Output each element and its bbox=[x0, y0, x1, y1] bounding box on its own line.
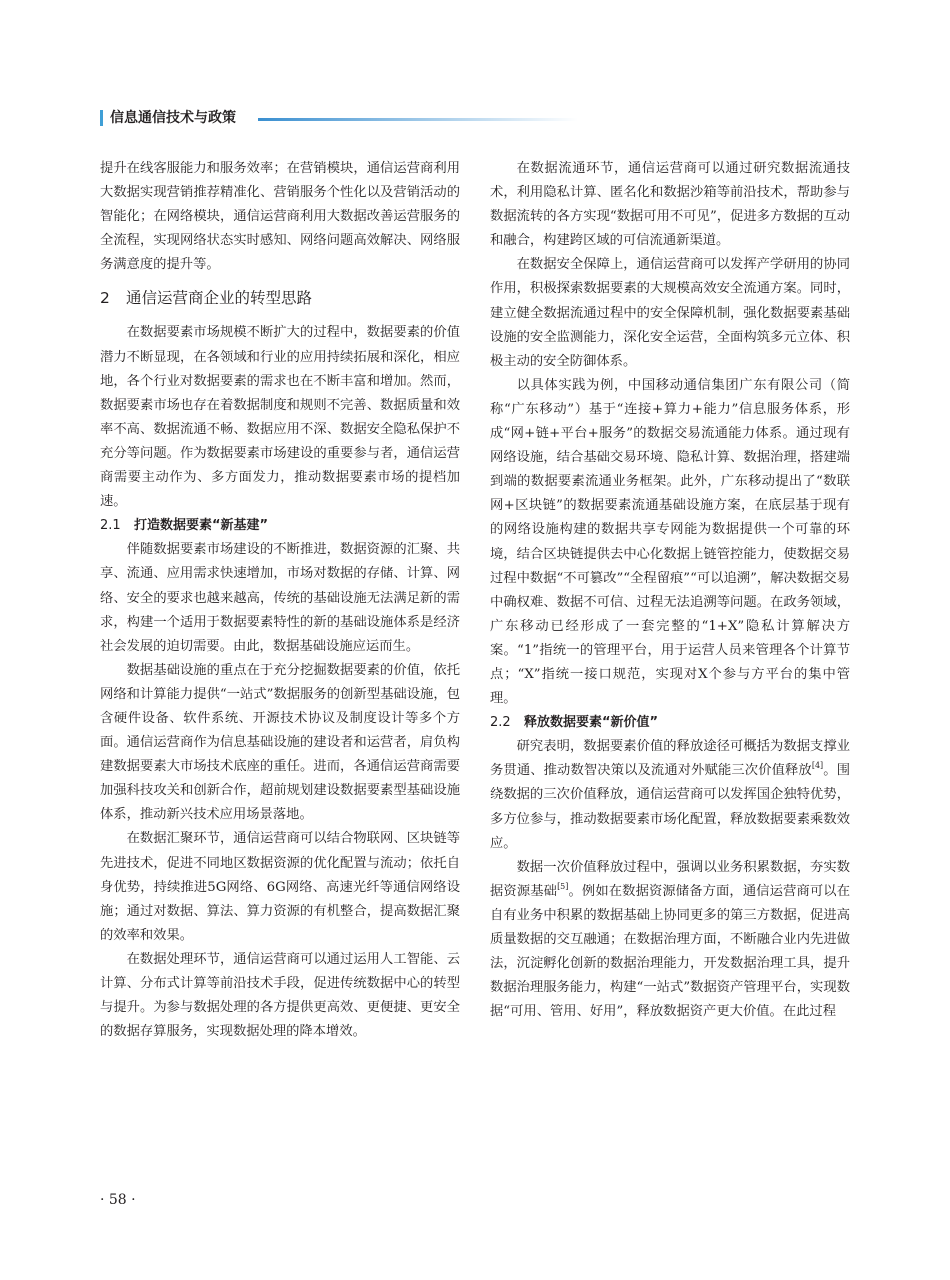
header-accent-bar bbox=[100, 110, 103, 126]
paragraph-section2-1: 在数据要素市场规模不断扩大的过程中，数据要素的价值潜力不断显现，在各领域和行业的应用持续拓展和深化，相应地，各个行业对数据要素的需求也在不断丰富和增加。然而，数据要素市场也存在着数据制度和规则不完善、数据质量和效率不高、数据流通不畅、数据应用不深、数据安全隐私保护不充分等问题。作为数据要素市场建设的重要参与者，通信运营商需要主动作为、多方面发力，推动数据要素市场的提档加速。 bbox=[100, 325, 460, 510]
running-header bbox=[100, 108, 860, 128]
citation-4[interactable]: [4] bbox=[811, 761, 824, 771]
paragraph-data-circulation: 在数据流通环节，通信运营商可以通过研究数据流通技术，利用隐私计算、匿名化和数据沙箱等前沿技术，帮助参与数据流转的各方实现“数据可用不可见”，促进多方数据的互动和融合，构建跨区域的可信流通新渠道。 bbox=[490, 161, 850, 249]
section-2-heading bbox=[100, 285, 460, 311]
paragraph-data-security: 在数据安全保障上，通信运营商可以发挥产学研用的协同作用，积极探索数据要素的大规模高效安全流通方案。同时，建立健全数据流通过程中的安全保障机制，强化数据要素基础设施的安全监测能力，深化安全运营，全面构筑多元立体、积极主动的安全防御体系。 bbox=[490, 257, 850, 369]
paragraph-2-1-b: 数据基础设施的重点在于充分挖掘数据要素的价值，依托网络和计算能力提供“一站式”数据服务的创新型基础设施，包含硬件设备、软件系统、开源技术协议及制度设计等多个方面。通信运营商作为信息基础设施的建设者和运营者，肩负构建数据要素大市场技术底座的重任。进而，各通信运营商需要加强科技攻关和创新合作，超前规划建设数据要素型基础设施体系，推动新兴技术应用场景落地。 bbox=[100, 662, 460, 823]
paragraph-2-1-d: 在数据处理环节，通信运营商可以通过运用人工智能、云计算、分布式计算等前沿技术手段，促进传统数据中心的转型与提升。为参与数据处理的各方提供更高效、更便捷、更安全的数据存算服务，实现数据处理的降本增效。 bbox=[100, 951, 460, 1040]
paragraph-2-2-a bbox=[490, 735, 850, 855]
paragraph-intro: 提升在线客服能力和服务效率；在营销模块，通信运营商利用大数据实现营销推荐精准化、营销服务个性化以及营销活动的智能化；在网络模块，通信运营商利用大数据改善运营服务的全流程，实现网络状态实时感知、网络问题高效解决、网络服务满意度的提升等。 bbox=[100, 161, 460, 273]
paragraph-2-2-a-text-end: 。围绕数据的三次价值释放，通信运营商可以发挥国企独特优势，多方位参与，推动数据要素市场化配置，释放数据要素乘数效应。 bbox=[490, 763, 851, 851]
citation-5[interactable]: [5] bbox=[557, 881, 569, 891]
right-column bbox=[490, 157, 850, 1024]
paragraph-2-1-c: 在数据汇聚环节，通信运营商可以结合物联网、区块链等先进技术，促进不同地区数据资源的优化配置与流动；依托自身优势，持续推进5G网络、6G网络、高速光纤等通信网络设施；通过对数据、算法、算力资源的有机整合，提高数据汇聚的效率和效果。 bbox=[100, 831, 460, 943]
header-gradient-rule bbox=[258, 118, 578, 121]
section-2-1-title: 打造数据要素“新基建” bbox=[134, 518, 269, 534]
paragraph-2-2-a-text: 研究表明，数据要素价值的释放途径可概括为数据支撑业务贯通、推动数智决策以及流通对外赋能三次价值释放 bbox=[490, 739, 850, 779]
section-2-1-number: 2.1 bbox=[100, 518, 121, 534]
paragraph-guangdong-case: 以具体实践为例，中国移动通信集团广东有限公司（简称“广东移动”）基于“连接+算力+能力”信息服务体系，形成“网+链+平台+服务”的数据交易流通能力体系。通过现有网络设施，结合基础交易环境、隐私计算、数据治理，搭建端到端的数据要素流通业务框架。此外，广东移动提出了“数联网+区块链”的数据要素流通基础设施方案，在底层基于现有的网络设施构建的数据共享专网能为数据提供一个可靠的环境，结合区块链提供去中心化数据上链管控能力，使数据交易过程中数据“不可篡改”“全程留痕”“可以追溯”，解决数据交易中确权难、数据不可信、过程无法追溯等问题。在政务领域，广东移动已经形成了一套完整的“1+X”隐私计算解决方案。“1”指统一的管理平台，用于运营人员来管理各个计算节点；“X”指统一接口规范，实现对X个参与方平台的集中管理。 bbox=[490, 377, 850, 707]
section-2-1-heading bbox=[100, 514, 460, 538]
paragraph-2-2-b bbox=[490, 856, 850, 1025]
section-2-title: 通信运营商企业的转型思路 bbox=[126, 289, 313, 308]
page-number: · 58 · bbox=[100, 1192, 136, 1208]
paragraph-2-1-a: 伴随数据要素市场建设的不断推进，数据资源的汇聚、共享、流通、应用需求快速增加，市场对数据的存储、计算、网络、安全的要求也越来越高，传统的基础设施无法满足新的需求，构建一个适用于数据要素特性的新的基础设施体系是经济社会发展的迫切需要。由此，数据基础设施应运而生。 bbox=[100, 542, 460, 654]
left-column bbox=[100, 157, 460, 1044]
section-2-2-number: 2.2 bbox=[490, 715, 511, 731]
section-2-2-heading bbox=[490, 711, 850, 735]
section-2-2-title: 释放数据要素“新价值” bbox=[524, 715, 659, 731]
paragraph-2-2-b-text-end: 。例如在数据资源储备方面，通信运营商可以在自有业务中积累的数据基础上协同更多的第三方数据，促进高质量数据的交互融通；在数据治理方面，不断融合业内先进做法，沉淀孵化创新的数据治理能力，开发数据治理工具，提升数据治理服务能力，构建“一站式”数据资产管理平台，实现数据“可用、管用、好用”，释放数据资产更大价值。在此过程 bbox=[490, 883, 851, 1020]
paragraph-2-2-b-text: 数据一次价值释放过程中，强调以业务积累数据，夯实数据资源基础 bbox=[490, 859, 850, 899]
section-2-number: 2 bbox=[100, 289, 110, 308]
journal-title: 信息通信技术与政策 bbox=[110, 110, 236, 126]
